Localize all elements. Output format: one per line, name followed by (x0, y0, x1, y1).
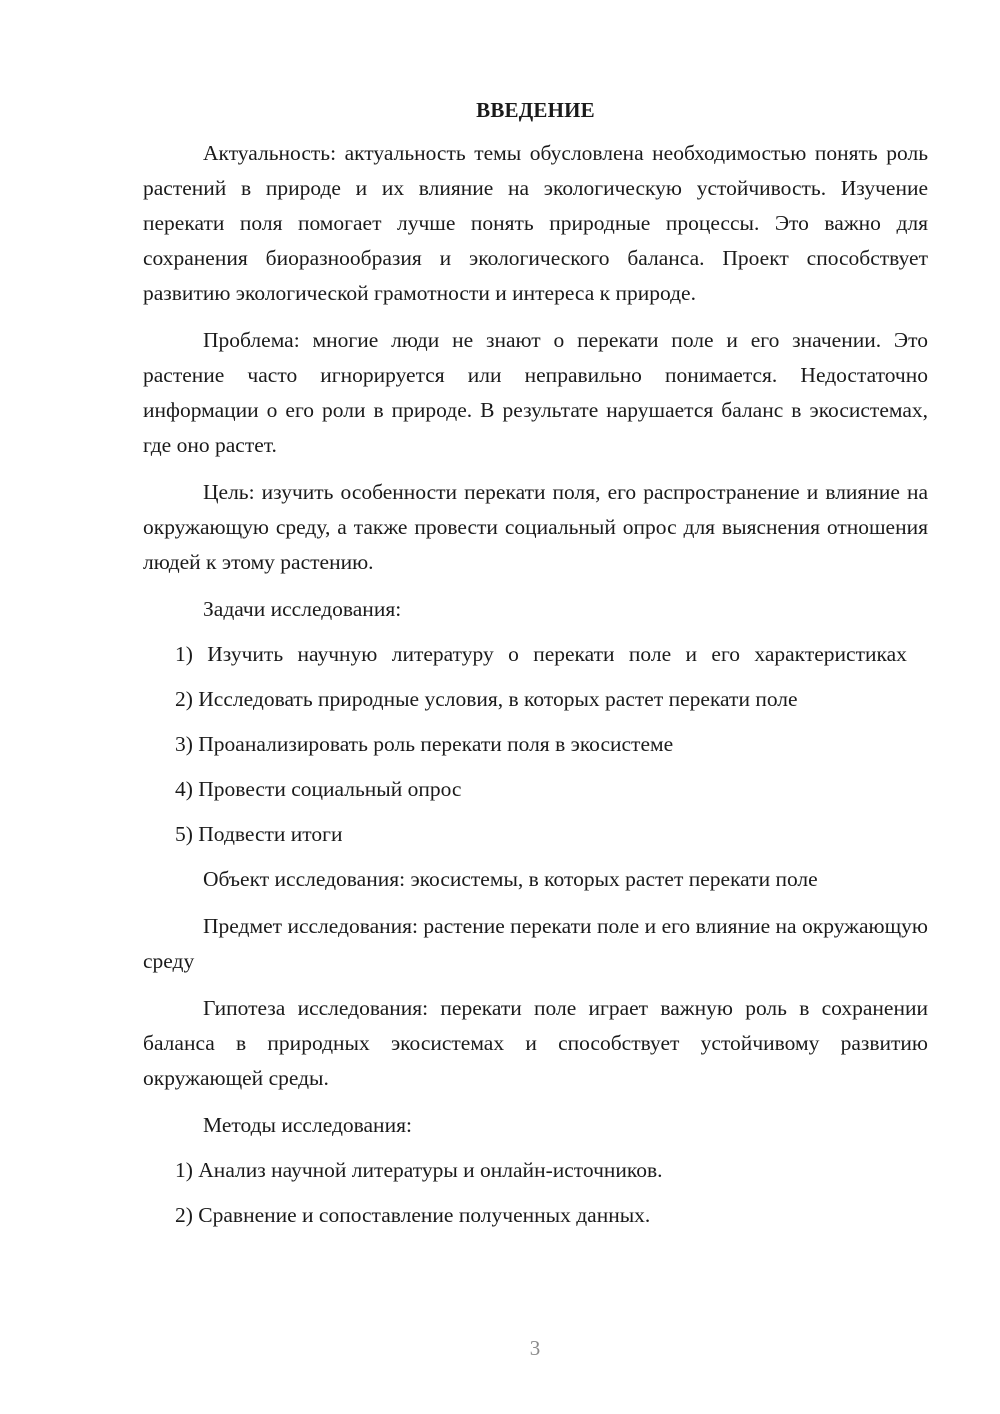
hypothesis-paragraph: Гипотеза исследования: перекати поле играет важную роль в сохранении баланса в природных экосистемах и способствует устойчивому развитию окружающей среды. (143, 996, 928, 1090)
problem-paragraph: Проблема: многие люди не знают о перекати поле и его значении. Это растение часто игнорируется или неправильно понимается. Недостаточно информации о его роли в природе. В результате нарушается баланс в экосистемах, где оно растет. (143, 328, 928, 457)
relevance-paragraph: Актуальность: актуальность темы обусловлена необходимостью понять роль растений в природе и их влияние на экологическую устойчивость. Изучение перекати поля помогает лучше понять природные процессы. Это важно для сохранения биоразнообразия и экологического баланса. Проект способствует развитию экологической грамотности и интереса к природе. (143, 141, 928, 305)
task-item-5: 5) Подвести итоги (175, 822, 343, 846)
page-number: 3 (529, 1336, 541, 1360)
methods-title: Методы исследования: (203, 1113, 412, 1137)
page-title: ВВЕДЕНИЕ (476, 98, 595, 122)
task-item-4: 4) Провести социальный опрос (175, 777, 462, 801)
task-item-2: 2) Исследовать природные условия, в которых растет перекати поле (175, 687, 798, 711)
goal-paragraph: Цель: изучить особенности перекати поля, его распространение и влияние на окружающую среду, а также провести социальный опрос для выяснения отношения людей к этому растению. (143, 480, 928, 574)
document-page (143, 96, 928, 1243)
subject-paragraph: Предмет исследования: растение перекати поле и его влияние на окружающую среду (143, 914, 928, 973)
tasks-title: Задачи исследования: (203, 597, 402, 621)
method-item-1: 1) Анализ научной литературы и онлайн-источников. (175, 1158, 663, 1182)
method-item-2: 2) Сравнение и сопоставление полученных данных. (175, 1203, 651, 1227)
task-item-1: 1) Изучить научную литературу о перекати поле и его характеристиках (175, 642, 907, 666)
task-item-3: 3) Проанализировать роль перекати поля в экосистеме (175, 732, 674, 756)
object-paragraph: Объект исследования: экосистемы, в которых растет перекати поле (203, 867, 818, 891)
